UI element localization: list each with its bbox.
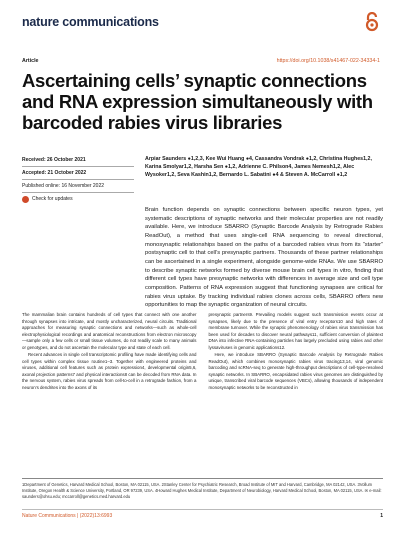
masthead — [22, 12, 380, 34]
article-type: Article — [22, 58, 39, 64]
accepted-date: Accepted: 21 October 2022 — [22, 167, 134, 180]
author-list: Arpiar Saunders ●1,2,3, Kee Wui Huang ●4, Cassandra Vondrak ●1,2, Christina Hughes1,2, Karina Smolyar1,2, Harsha Sen ●1,2, Adrienne C. Philson4, James Nemesh1,2, Alec Wysoker1,2, Seva Kashin1,2, Bernardo L. Sabatini ●4 & Steven A. McCarroll ●1,2 — [145, 156, 372, 179]
check-for-updates-button[interactable] — [22, 193, 134, 206]
publication-dates — [22, 154, 134, 206]
journal-name[interactable]: nature communications — [22, 15, 159, 29]
affiliations-footnote: 1Department of Genetics, Harvard Medical School, Boston, MA 02115, USA. 2Stanley Center for Psychiatric Research, Broad Institute of MIT and Harvard, Cambridge, MA 02142, USA. 3Vollum Institute, Oregon Health & Science University, Portland, OR 97239, USA. 4Howard Hughes Medical Institute, Department of Neurobiology, Harvard Medical School, Boston, MA 02115, USA. ✉ e-mail: saunders@ohsu.edu; mccarroll@genetics.med.harvard.edu — [22, 478, 383, 500]
article-title: Ascertaining cells’ synaptic connections and RNA expression simultaneously with barcoded rabies virus libraries — [22, 70, 373, 133]
footer-citation[interactable]: Nature Communications | (2022)13:6993 — [22, 513, 113, 519]
paragraph: Here, we introduce SBARRO (Synaptic Barcode Analysis by Retrograde Rabies ReadOut), which combines monosynaptic rabies virus tracing13,14, viral genomic barcoding and scRNA-seq to generate high-throughput descriptions of cell-type-resolved synaptic networks. In SBARRO, encapsidated rabies virus genomes are distinguished by unique, transcribed viral barcode sequences (VBCs), allowing thousands of independent monosynaptic networks to be reconstructed in — [208, 352, 383, 391]
paragraph: Recent advances in single cell transcriptomic profiling have made identifying cells and cell types within complex tissue routine1–3. Together with engineered proteins and viruses, additional cell features such as protein expression4, developmental origin5,6, axonal projection patterns7 and physical interactions8 can be decoded from RNA data. In the nervous system, rabies virus spreads from cell-to-cell in a retrograde fashion, from a neuron’s dendrites into the axons of its — [22, 352, 197, 391]
page-number: 1 — [380, 513, 383, 519]
body-text — [22, 312, 383, 393]
body-column-right — [209, 312, 384, 393]
article-meta — [22, 58, 380, 68]
published-date: Published online: 16 November 2022 — [22, 180, 134, 193]
received-date: Received: 26 October 2021 — [22, 154, 134, 167]
check-updates-label: Check for updates — [32, 196, 73, 202]
abstract: Brain function depends on synaptic connections between specific neuron types, yet systematic descriptions of synaptic networks and their molecular properties are not readily available. Here, we introduce SBARRO (Synaptic Barcode Analysis by Retrograde Rabies ReadOut), a method that uses single-cell RNA sequencing to reveal directional, monosynaptic relationships based on the paths of a barcoded rabies virus from its “starter” postsynaptic cell to that cell’s presynaptic partners. Thousands of these partner relationships can be ascertained in a single experiment, alongside genome-wide RNAs. We use SBARRO to describe synaptic networks formed by diverse mouse brain cell types in vitro, finding that different cell types have presynaptic networks with differences in average size and cell type composition. Patterns of RNA expression suggest that functioning synapses are critical for rabies virus uptake. By tracking individual rabies clones across cells, SBARRO offers new opportunities to map the synaptic organization of neural circuits. — [145, 207, 383, 309]
open-access-icon — [364, 12, 380, 32]
body-column-left — [22, 312, 197, 393]
check-updates-icon — [22, 196, 29, 203]
paragraph: The mammalian brain contains hundreds of cell types that connect with one another through synapses into intricate, and mostly uncharacterized, neural circuits. Traditional approaches for measuring synaptic connections and networks—such as whole-cell electrophysiological recordings and anatomical reconstructions from electron microscopy—sample only a few cells or small tissue volumes, do not readily scale to many animals or genotypes, and do not ascertain the molecular type and state of each cell. — [22, 312, 197, 350]
page-footer — [22, 509, 383, 519]
paragraph: presynaptic partners9. Prevailing models suggest such transmission events occur at synapses, likely due to the presence of viral entry receptors10 and high rates of membrane turnover. While the synaptic phenomenology of rabies virus transmission has been used for decades to discover neural pathways11, sufficient conversion of plaintext DNA into infective RNA-containing particles has largely precluded using rabies and other lyssaviruses in genomic applications12. — [208, 312, 383, 350]
doi-link[interactable]: https://doi.org/10.1038/s41467-022-34334-1 — [276, 58, 380, 64]
